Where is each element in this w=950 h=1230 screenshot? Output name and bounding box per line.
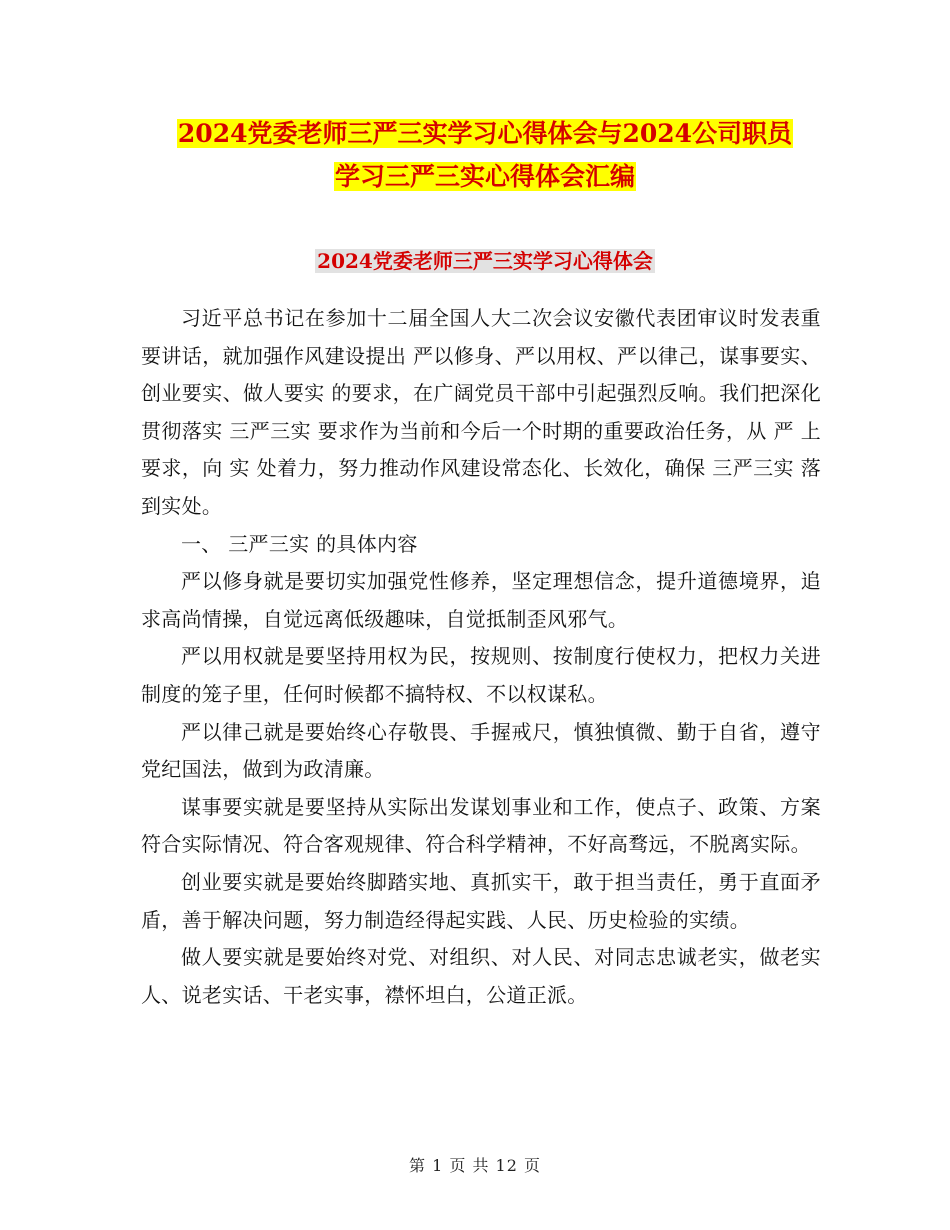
section-title-text: 2024党委老师三严三实学习心得体会 [317,249,653,273]
paragraph: 严以修身就是要切实加强党性修养，坚定理想信念，提升道德境界，追求高尚情操，自觉远离低级趣味，自觉抵制歪风邪气。 [141,569,821,631]
paragraph: 谋事要实就是要坚持从实际出发谋划事业和工作，使点子、政策、方案符合实际情况、符合客观规律、符合科学精神，不好高骛远，不脱离实际。 [141,794,821,857]
page-footer: 第 1 页 共 12 页 [409,1156,541,1175]
paragraph: 严以律己就是要始终心存敬畏、手握戒尺，慎独慎微、勤于自省，遵守党纪国法，做到为政清廉。 [141,719,821,782]
paragraph: 严以用权就是要坚持用权为民，按规则、按制度行使权力，把权力关进制度的笼子里，任何时候都不搞特权、不以权谋私。 [141,644,821,706]
title-line-2: 学习三严三实心得体会汇编 [334,162,635,191]
section-title [140,246,830,276]
paragraph: 创业要实就是要始终脚踏实地、真抓实干，敢于担当责任，勇于直面矛盾，善于解决问题，努力制造经得起实践、人民、历史检验的实绩。 [141,869,821,932]
document-title [140,112,830,198]
paragraph: 一、 三严三实 的具体内容 [181,531,418,556]
paragraph: 做人要实就是要始终对党、对组织、对人民、对同志忠诚老实，做老实人、说老实话、干老实事，襟怀坦白，公道正派。 [141,945,821,1007]
title-line-1: 2024党委老师三严三实学习心得体会与2024公司职员 [177,119,793,148]
paragraph: 习近平总书记在参加十二届全国人大二次会议安徽代表团审议时发表重要讲话，就加强作风建设提出 严以修身、严以用权、严以律己，谋事要实、创业要实、做人要实 的要求，在广阔党员干部中引起强烈反响。我们把深化贯彻落实 三严三实 要求作为当前和今后一个时期的重要政治任务，从 严 上要求，向 实 处着力，努力推动作风建设常态化、长效化，确保 三严三实 落到实处。 [141,306,821,518]
document-body [141,300,821,1014]
